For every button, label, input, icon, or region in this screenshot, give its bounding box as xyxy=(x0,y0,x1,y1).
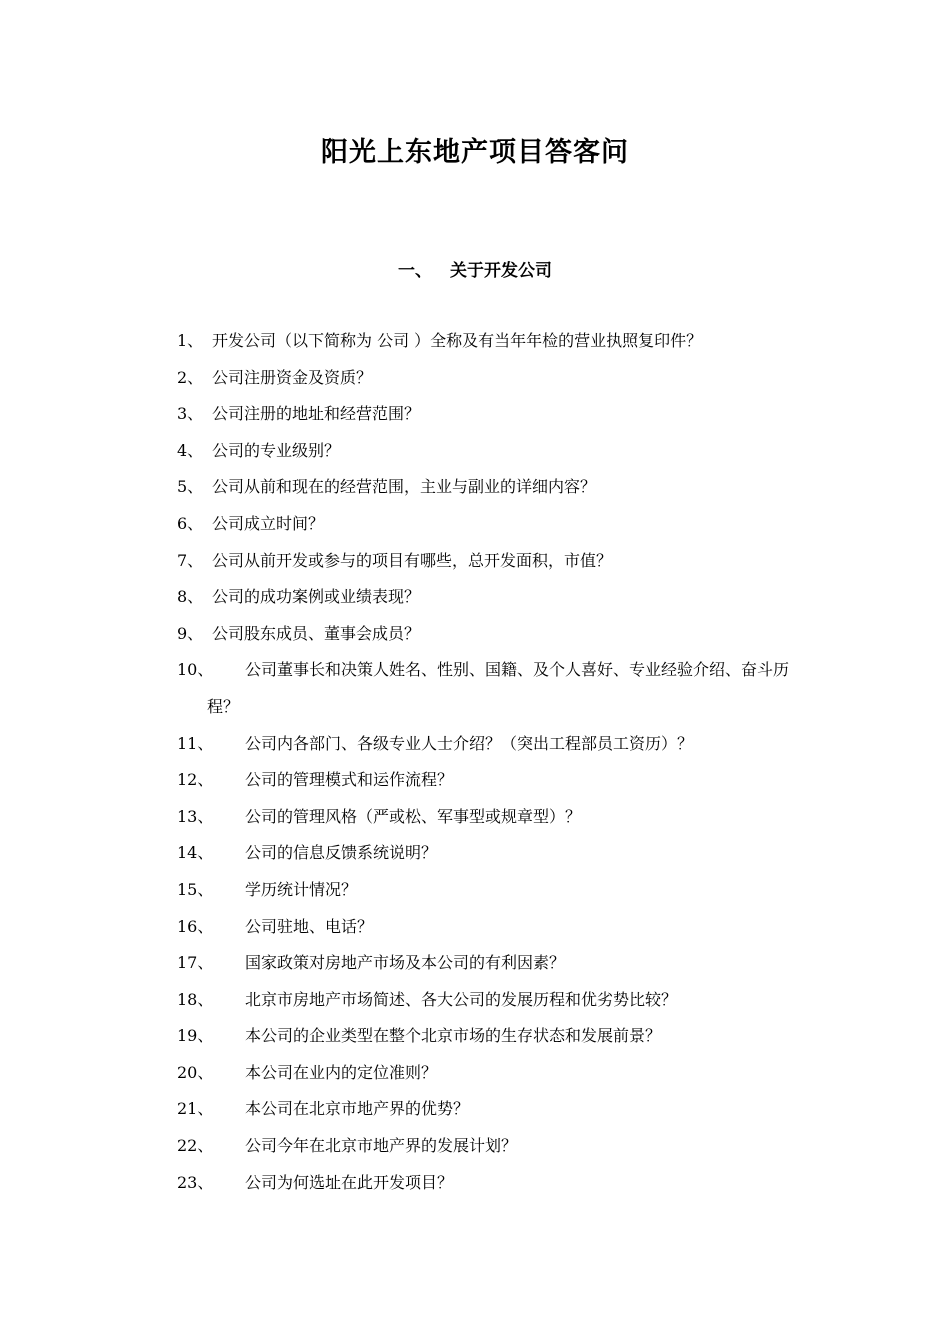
question-number: 5、 xyxy=(177,477,204,497)
question-text: 北京市房地产市场简述、各大公司的发展历程和优劣势比较？ xyxy=(245,989,678,1009)
question-number: 1、 xyxy=(177,331,204,350)
question-item xyxy=(177,543,817,580)
question-text: 公司的专业级别？ xyxy=(212,440,341,460)
question-number: 13、 xyxy=(177,806,214,826)
question-number: 22、 xyxy=(177,1136,214,1156)
question-number: 18、 xyxy=(177,989,214,1009)
question-item xyxy=(177,726,817,763)
question-item xyxy=(177,799,817,836)
question-number: 3、 xyxy=(177,404,204,424)
question-text: 公司股东成员、董事会成员？ xyxy=(212,623,421,643)
question-item xyxy=(177,835,817,872)
question-item xyxy=(177,652,817,725)
question-text: 公司的管理模式和运作流程？ xyxy=(245,770,454,790)
question-number: 8、 xyxy=(177,587,204,607)
question-text: 公司的管理风格（严或松、军事型或规章型）？ xyxy=(245,806,582,826)
question-item xyxy=(177,1165,817,1202)
question-item xyxy=(177,323,817,360)
section-number: 一、 xyxy=(398,261,432,281)
question-text: 学历统计情况？ xyxy=(245,879,358,899)
question-text: 公司的成功案例或业绩表现？ xyxy=(212,587,421,607)
question-text: 国家政策对房地产市场及本公司的有利因素？ xyxy=(245,953,566,973)
question-text: 公司驻地、电话？ xyxy=(245,916,374,936)
document-title: 阳光上东地产项目答客问 xyxy=(321,137,629,168)
question-item xyxy=(177,396,817,433)
question-number: 17、 xyxy=(177,953,214,973)
section-heading xyxy=(0,258,950,284)
question-list xyxy=(177,323,817,1201)
question-number: 10、 xyxy=(177,660,214,680)
question-text: 本公司在北京市地产界的优势？ xyxy=(245,1099,470,1119)
question-text: 公司为何选址在此开发项目？ xyxy=(245,1172,454,1192)
question-item xyxy=(177,909,817,946)
question-text: 公司内各部门、各级专业人士介绍？（突出工程部员工资历）？ xyxy=(245,733,694,753)
section-title: 关于开发公司 xyxy=(450,261,552,281)
question-text: 公司成立时间？ xyxy=(212,513,325,533)
question-item xyxy=(177,506,817,543)
question-text: 公司的信息反馈系统说明？ xyxy=(245,843,438,863)
question-item xyxy=(177,1018,817,1055)
question-item xyxy=(177,945,817,982)
question-number: 9、 xyxy=(177,623,204,643)
question-number: 23、 xyxy=(177,1172,214,1192)
question-text: 公司注册的地址和经营范围？ xyxy=(212,404,421,424)
question-number: 15、 xyxy=(177,879,214,899)
question-item xyxy=(177,1055,817,1092)
question-item xyxy=(177,616,817,653)
question-text: 公司从前和现在的经营范围，主业与副业的详细内容？ xyxy=(212,477,597,497)
question-item xyxy=(177,579,817,616)
question-number: 11、 xyxy=(177,733,214,753)
question-number: 4、 xyxy=(177,440,204,460)
question-number: 19、 xyxy=(177,1026,214,1046)
question-item xyxy=(177,872,817,909)
question-number: 20、 xyxy=(177,1062,214,1082)
question-number: 6、 xyxy=(177,513,204,533)
question-item xyxy=(177,1128,817,1165)
question-text: 公司董事长和决策人姓名、性别、国籍、及个人喜好、专业经验介绍、奋斗历程？ xyxy=(207,660,790,716)
question-item xyxy=(177,762,817,799)
question-text: 本公司在业内的定位准则？ xyxy=(245,1062,438,1082)
question-item xyxy=(177,982,817,1019)
question-number: 21、 xyxy=(177,1099,214,1119)
question-item xyxy=(177,469,817,506)
question-item xyxy=(177,433,817,470)
question-text: 公司今年在北京市地产界的发展计划？ xyxy=(245,1136,518,1156)
question-text: 公司注册资金及资质？ xyxy=(212,367,373,387)
question-item xyxy=(177,360,817,397)
question-text: 开发公司（以下简称为 公司 ）全称及有当年年检的营业执照复印件？ xyxy=(212,331,703,350)
question-text: 公司从前开发或参与的项目有哪些，总开发面积，市值？ xyxy=(212,550,613,570)
question-item xyxy=(177,1091,817,1128)
question-number: 16、 xyxy=(177,916,214,936)
question-number: 2、 xyxy=(177,367,204,387)
question-text: 本公司的企业类型在整个北京市场的生存状态和发展前景？ xyxy=(245,1026,662,1046)
question-number: 12、 xyxy=(177,770,214,790)
question-number: 7、 xyxy=(177,550,204,570)
question-number: 14、 xyxy=(177,843,214,863)
